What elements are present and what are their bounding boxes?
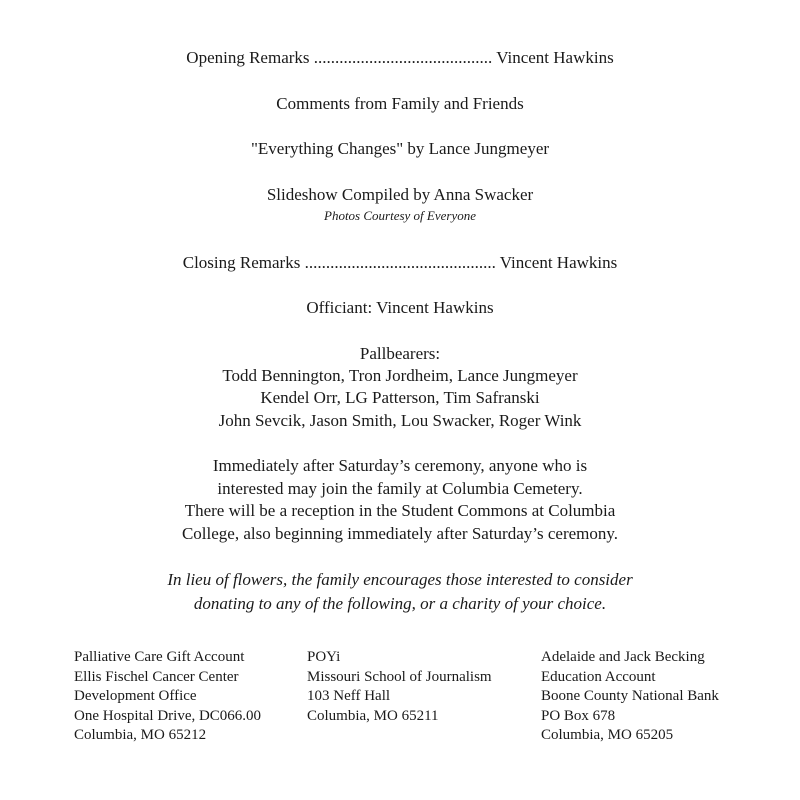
pallbearers-line: Kendel Orr, LG Patterson, Tim Safranski (260, 388, 540, 407)
address-line: Education Account (541, 668, 656, 685)
address-line: Adelaide and Jack Becking (541, 649, 705, 665)
address-line: Columbia, MO 65212 (74, 727, 207, 743)
slideshow-line: Slideshow Compiled by Anna Swacker (266, 185, 534, 204)
officiant-line: Officiant: Vincent Hawkins (306, 298, 494, 317)
pallbearers-heading: Pallbearers: (359, 344, 441, 363)
address-line: Palliative Care Gift Account (74, 649, 245, 665)
address-line: Development Office (74, 688, 197, 704)
opening-remarks: Opening Remarks .......................................... Vincent Hawkins (186, 48, 614, 67)
pallbearers-line: Todd Bennington, Tron Jordheim, Lance Jungmeyer (222, 366, 578, 385)
flowers-line: donating to any of the following, or a charity of your choice. (193, 594, 607, 613)
address-line: Columbia, MO 65211 (307, 707, 439, 724)
address-line: Columbia, MO 65205 (541, 727, 674, 743)
pallbearers-line: John Sevcik, Jason Smith, Lou Swacker, Roger Wink (218, 411, 582, 430)
notice-line: There will be a reception in the Student Commons at Columbia (184, 501, 616, 520)
address-line: Missouri School of Journalism (307, 668, 492, 685)
closing-remarks: Closing Remarks ............................................. Vincent Hawkins (182, 253, 618, 272)
charity-palliative-care (74, 648, 261, 746)
address-line: 103 Neff Hall (307, 688, 391, 704)
flowers-line: In lieu of flowers, the family encourages those interested to consider (167, 570, 633, 589)
address-line: Boone County National Bank (541, 688, 719, 704)
comments-line: Comments from Family and Friends (276, 94, 524, 113)
address-line: Ellis Fischel Cancer Center (74, 668, 239, 685)
notice-line: interested may join the family at Columbia Cemetery. (217, 479, 583, 498)
address-line: POYi (307, 649, 341, 665)
notice-line: College, also beginning immediately after Saturday’s ceremony. (181, 524, 619, 543)
charity-poyi (307, 648, 492, 726)
photos-credit: Photos Courtesy of Everyone (324, 208, 476, 223)
address-line: One Hospital Drive, DC066.00 (74, 707, 262, 724)
song-line: "Everything Changes" by Lance Jungmeyer (250, 139, 550, 158)
charity-becking (541, 648, 719, 746)
notice-line: Immediately after Saturday’s ceremony, anyone who is (212, 456, 588, 475)
address-line: PO Box 678 (541, 707, 616, 724)
